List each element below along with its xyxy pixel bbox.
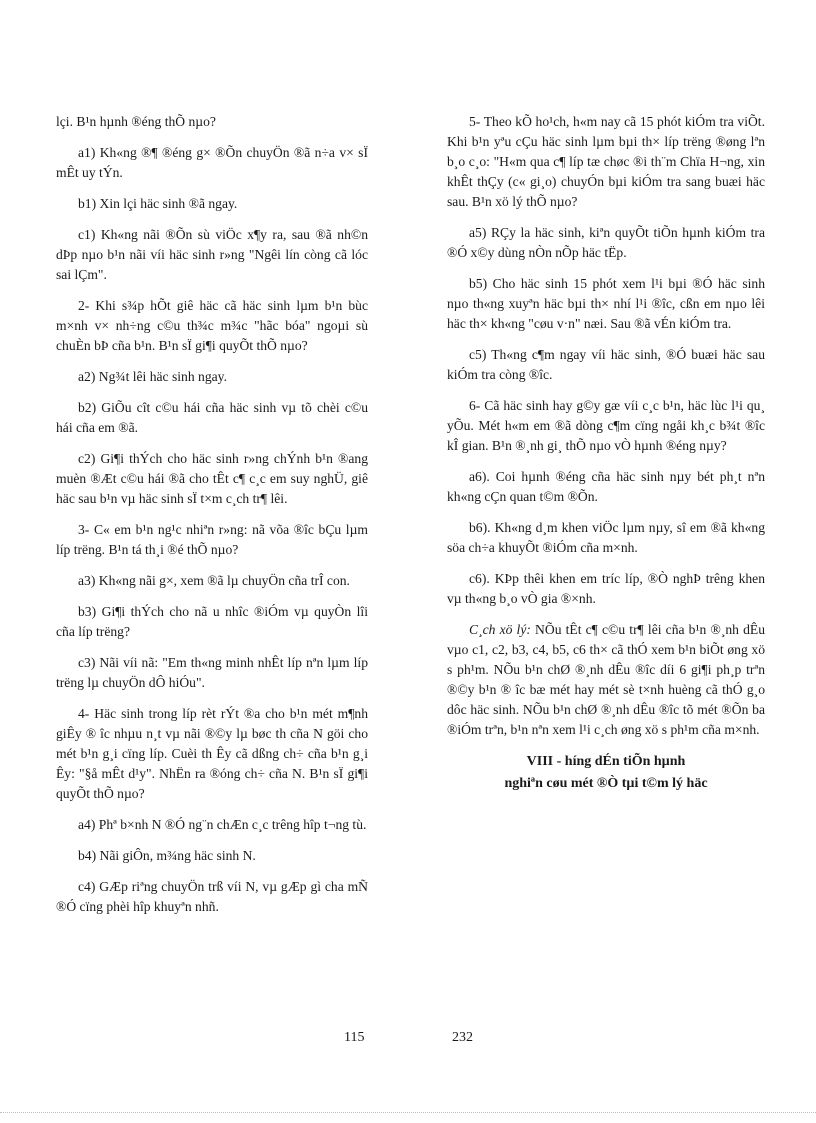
answer-option: a5) RÇy la häc sinh, kiªn quyÕt tiÕn hµnh kiÓm tra ®Ó x©y dùng nÒn nÕp häc tËp. xyxy=(447,225,765,260)
answer-option: c6). KÞp thêi khen em tríc líp, ®Ò nghÞ trêng khen vµ th«ng b¸o vÒ gia ®×nh. xyxy=(447,571,765,606)
answer-option: a3) Kh«ng nãi g×, xem ®ã lµ chuyÖn cña trÎ con. xyxy=(78,573,350,588)
answer-option: a6). Coi hµnh ®éng cña häc sinh nµy bét ph¸t nªn kh«ng cÇn quan t©m ®Õn. xyxy=(447,469,765,504)
answer-option: b6). Kh«ng d¸m khen viÖc lµm nµy, sî em ®ã kh«ng söa ch÷a khuyÕt ®iÓm cña m×nh. xyxy=(447,520,765,555)
page-number-left: 115 xyxy=(344,1030,365,1045)
question-paragraph: 6- Cã häc sinh hay g©y gæ víi c¸c b¹n, häc lùc l¹i qu¸ yÕu. Mét h«m em ®ã dòng c¶m cïng ngåi kh¸c b¾t ®îc kÎ gian. B¹n ®¸nh gi¸ thÕ nµo vÒ hµnh ®éng nµy? xyxy=(447,398,765,453)
answer-option: c3) Nãi víi nã: "Em th«ng minh nhÊt líp nªn lµm líp trëng lµ chuyÖn dÔ hiÓu". xyxy=(56,655,368,690)
footer-divider xyxy=(0,1112,816,1113)
answer-option: c1) Kh«ng nãi ®Õn sù viÖc x¶y ra, sau ®ã nh©n dÞp nµo b¹n nãi víi häc sinh r»ng "Ngêi lín còng cã lóc sai lÇm". xyxy=(56,227,368,282)
note-lead: C¸ch xö lý: xyxy=(469,622,531,637)
answer-option: b4) Nãi giÔn, m¾ng häc sinh N. xyxy=(78,848,256,863)
paragraph: lçi. B¹n hµnh ®éng thÕ nµo? xyxy=(56,114,216,129)
left-column xyxy=(56,112,368,928)
page-number-right: 232 xyxy=(452,1030,473,1045)
scoring-note xyxy=(447,620,765,740)
section-heading xyxy=(447,751,765,795)
answer-option: a2) Ng¾t lêi häc sinh ngay. xyxy=(78,369,227,384)
answer-option: b2) GiÕu cît c©u hái cña häc sinh vµ tõ chèi c©u hái cña em ®ã. xyxy=(56,400,368,435)
answer-option: b1) Xin lçi häc sinh ®ã ngay. xyxy=(78,196,238,211)
answer-option: a4) Phª b×nh N ®Ó ng¨n chÆn c¸c trêng hîp t¬ng tù. xyxy=(78,817,367,832)
question-paragraph: 2- Khi s¾p hÕt giê häc cã häc sinh lµm b¹n bùc m×nh v× nh÷ng c©u th¾c m¾c "hãc bóa" ngoµi sù chuÈn bÞ cña b¹n. B¹n sÏ gi¶i quyÕt thÕ nµo? xyxy=(56,298,368,353)
answer-option: c4) GÆp riªng chuyÖn trß víi N, vµ gÆp gì cha mÑ ®Ó cïng phèi hîp khuyªn nhñ. xyxy=(56,879,368,914)
answer-option: b5) Cho häc sinh 15 phót xem l¹i bµi ®Ó häc sinh nµo th«ng xuyªn häc bµi th× nhí l¹i ®îc, cßn em nµo lêi häc th× kh«ng "cøu v·n" næi. Sau ®ã vÉn kiÓm tra. xyxy=(447,276,765,331)
question-paragraph: 4- Häc sinh trong líp rèt rÝt ®a cho b¹n mét m¶nh giÊy ® îc nhµu n¸t vµ nãi ®©y lµ bøc th cña N göi cho mét b¹n g¸i cïng líp. Cuèi th Êy cã dßng ch÷ cña b¹n g¸i Êy: "§å mÊt d¹y". NhËn ra ®óng ch÷ cña N. B¹n sÏ gi¶i quyÕt thÕ nµo? xyxy=(56,706,368,801)
right-column xyxy=(447,112,765,795)
question-paragraph: 5- Theo kÕ ho¹ch, h«m nay cã 15 phót kiÓm tra viÕt. Khi b¹n yªu cÇu häc sinh lµm bµi th× líp trëng ®øng lªn b¸o c¸o: "H«m qua c¶ líp tæ chøc ®i th¨m Chïa H¬ng, xin khÊt thÇy (c« gi¸o) chuyÓn bµi kiÓm tra sang buæi häc sau. B¹n xö lý thÕ nµo? xyxy=(447,114,765,209)
answer-option: c5) Th«ng c¶m ngay víi häc sinh, ®Ó buæi häc sau kiÓm tra còng ®îc. xyxy=(447,347,765,382)
question-paragraph: 3- C« em b¹n ng¹c nhiªn r»ng: nã võa ®îc bÇu lµm líp trëng. B¹n tá th¸i ®é thÕ nµo? xyxy=(56,522,368,557)
note-body: NÕu tÊt c¶ c©u tr¶ lêi cña b¹n ®¸nh dÊu vµo c1, c2, b3, c4, b5, c6 th× cã thÓ xem b¹n biÕt øng xö s ph¹m. NÕu b¹n chØ ®¸nh dÊu ®îc díi 6 gi¶i ph¸p trªn ®©y b¹n ® îc bæ mét hay mét sè t×nh huèng cã thÓ g¸o dôc häc sinh. NÕu b¹n chØ ®¸nh dÊu ®îc tõ mét ®Õn ba ®iÓm trªn, b¹n nªn xem l¹i c¸ch øng xö s ph¹m cña m×nh. xyxy=(447,622,765,737)
section-heading-line-1: VIII - híng dÉn tiÕn hµnh xyxy=(526,754,686,769)
answer-option: b3) Gi¶i thÝch cho nã u nhîc ®iÓm vµ quyÒn lîi cña líp trëng? xyxy=(56,604,368,639)
section-heading-line-2: nghiªn cøu mét ®Ò tµi t©m lý häc xyxy=(504,776,708,791)
answer-option: c2) Gi¶i thÝch cho häc sinh r»ng chÝnh b¹n ®ang muèn ®Æt c©u hái ®ã cho tÊt c¶ c¸c em suy nghÜ, giê häc sau b¹n vµ häc sinh sÏ t×m c¸ch tr¶ lêi. xyxy=(56,451,368,506)
answer-option: a1) Kh«ng ®¶ ®éng g× ®Õn chuyÖn ®ã n÷a v× sÏ mÊt uy tÝn. xyxy=(56,145,368,180)
